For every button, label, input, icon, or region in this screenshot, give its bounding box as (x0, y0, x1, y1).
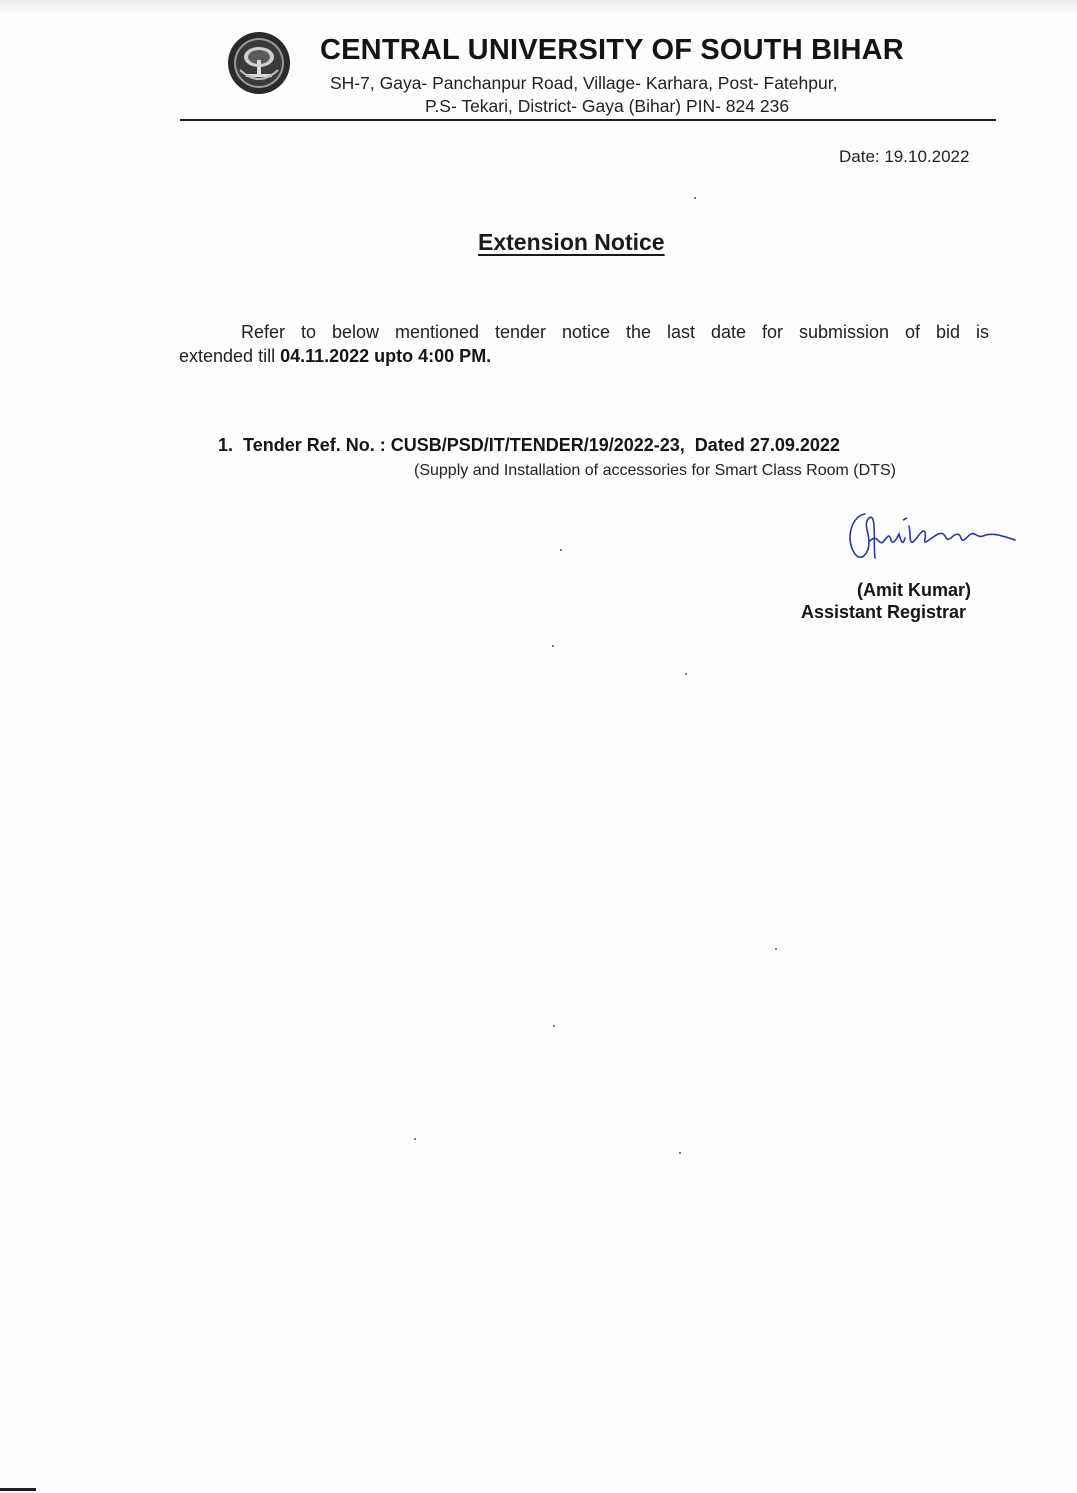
scan-speck (414, 1138, 416, 1140)
notice-body-line-1: Refer to below mentioned tender notice the last date for submission of bid is (241, 322, 989, 342)
scan-speck (685, 673, 687, 675)
scan-top-edge (0, 0, 1077, 14)
header-divider (180, 119, 996, 121)
scan-speck (775, 948, 777, 950)
notice-date: Date: 19.10.2022 (839, 147, 970, 166)
signatory-name: (Amit Kumar) (857, 580, 972, 600)
scan-speck (694, 197, 696, 199)
tender-number: 1. (218, 435, 234, 455)
tender-ref-text: Tender Ref. No. : CUSB/PSD/IT/TENDER/19/2022-23, Dated 27.09.2022 (243, 435, 840, 455)
scan-speck (552, 645, 554, 647)
notice-body-line-2 (179, 346, 491, 367)
signatory-designation: Assistant Registrar (801, 602, 967, 622)
scan-speck (679, 1152, 681, 1154)
scan-speck (560, 549, 562, 551)
handwritten-signature (843, 502, 1033, 572)
extended-deadline: 04.11.2022 upto 4:00 PM. (280, 346, 492, 366)
university-name: CENTRAL UNIVERSITY OF SOUTH BIHAR (320, 34, 904, 66)
notice-title: Extension Notice (478, 229, 665, 255)
body-prefix: extended till (179, 346, 281, 366)
address-line-1: SH-7, Gaya- Panchanpur Road, Village- Karhara, Post- Fatehpur, (330, 73, 838, 93)
scan-bottom-mark (0, 1488, 36, 1491)
address-line-2: P.S- Tekari, District- Gaya (Bihar) PIN- 824 236 (425, 96, 790, 116)
university-seal-icon (226, 30, 292, 96)
tender-reference (218, 435, 840, 456)
tender-description: (Supply and Installation of accessories for Smart Class Room (DTS) (414, 462, 896, 479)
scan-speck (553, 1025, 555, 1027)
